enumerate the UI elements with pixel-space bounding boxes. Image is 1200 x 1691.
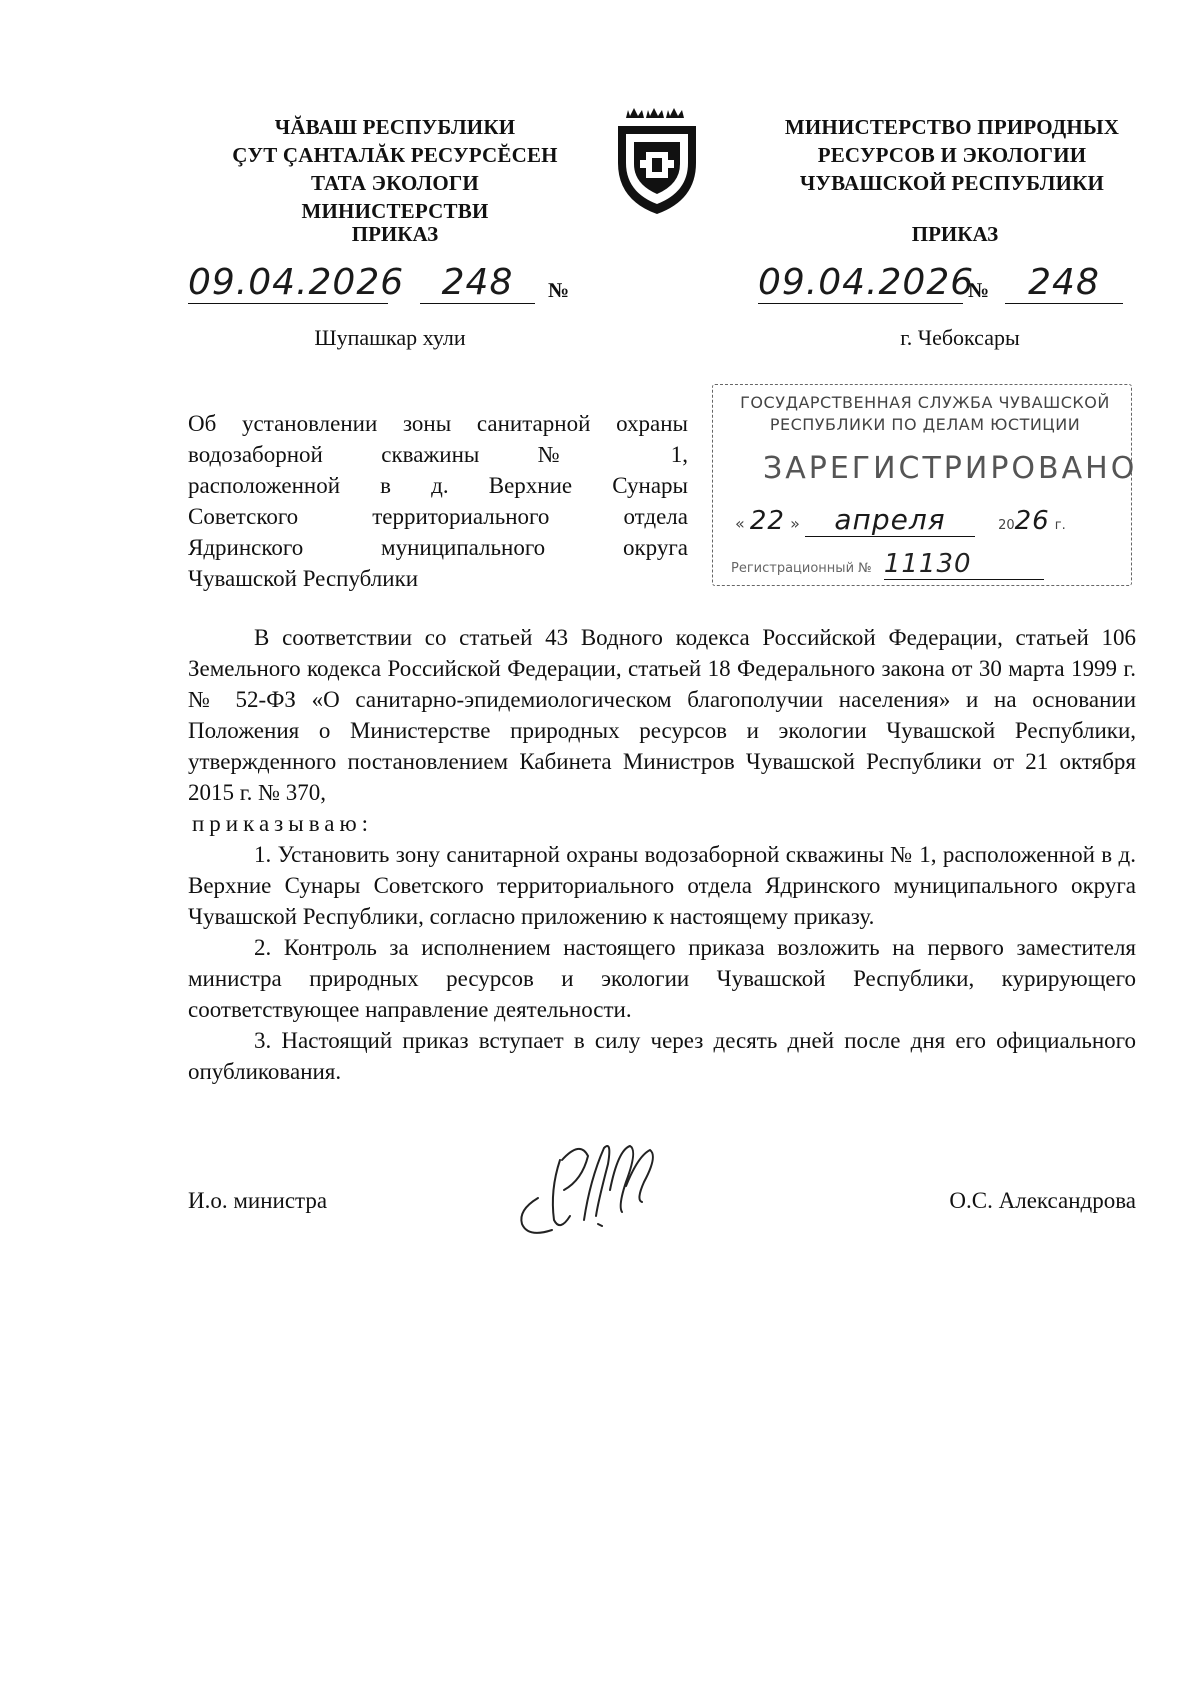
left-date-handwritten: 09.04.2026 [188,262,405,303]
subject-line-3: расположенной в д. Верхние Сунары [188,473,688,498]
header-right-line-3: ЧУВАШСКОЙ РЕСПУБЛИКИ [799,171,1105,195]
doc-type-right: ПРИКАЗ [911,222,999,246]
left-number-handwritten: 248 [420,262,535,304]
stamp-reg-row [731,549,1044,580]
stamp-agency-line-2: РЕСПУБЛИКИ ПО ДЕЛАМ ЮСТИЦИИ [769,415,1081,434]
header-left-ministry-chuvash [215,113,575,225]
subject-line-4: Советского территориального отдела [188,504,688,529]
body-preamble: В соответствии со статьей 43 Водного кодекса Российской Федерации, статьей 106 Земельного кодекса Российской Федерации, статьей 18 Федерального закона от 30 марта 1999 г. № 52-ФЗ «О санитарно-эпидемиологическом благополучии населения» и на основании Положения о Министерстве природных ресурсов и экологии Чувашской Республики, утвержденного постановлением Кабинета Министров Чувашской Республики от 21 октября 2015 г. № 370, [188,625,1136,805]
stamp-reg-number-handwritten: 11130 [884,549,1044,580]
stamp-month-handwritten: апреля [805,503,975,537]
header-left-line-3: ТАТА ЭКОЛОГИ МИНИСТЕРСТВИ [301,171,489,223]
chuvash-coat-of-arms-icon [612,108,702,218]
stamp-year-unit: г. [1054,518,1066,533]
city-left: Шупашкар хули [314,325,466,350]
subject-line-2: водозаборной скважины № 1, [188,442,688,467]
stamp-open-quote: « [735,514,745,533]
right-number-sign: № [968,278,990,302]
header-right-line-1: МИНИСТЕРСТВО ПРИРОДНЫХ [784,115,1120,139]
stamp-year-handwritten: 26 [1014,506,1050,536]
subject-line-6: Чувашской Республики [188,566,419,591]
body-item-1: 1. Установить зону санитарной охраны водозаборной скважины № 1, расположенной в д. Верхние Сунары Советского территориального отдела Ядринского муниципального округа Чувашской Республики, согласно приложению к настоящему приказу. [188,842,1136,929]
stamp-day-handwritten: 22 [749,506,785,536]
right-number-handwritten: 248 [1005,262,1123,304]
body-item-2: 2. Контроль за исполнением настоящего приказа возложить на первого заместителя министра природных ресурсов и экологии Чувашской Республики, курирующего соответствующее направление деятельности. [188,935,1136,1022]
order-body [188,622,1136,1087]
stamp-close-quote: » [790,514,800,533]
subject-line-5: Ядринского муниципального округа [188,535,688,560]
right-date-handwritten: 09.04.2026 [758,262,975,303]
stamp-reg-label: Регистрационный № [731,561,872,576]
signer-name: О.С. Александрова [949,1188,1136,1213]
body-order-word: приказываю: [192,811,374,836]
doc-type-left: ПРИКАЗ [351,222,439,246]
stamp-year-prefix: 20 [998,518,1015,533]
stamp-agency-line-1: ГОСУДАРСТВЕННАЯ СЛУЖБА ЧУВАШСКОЙ [740,393,1110,412]
left-number-sign: № [548,278,570,302]
stamp-date-row [735,503,1066,537]
order-subject [188,408,688,594]
city-right: г. Чебоксары [900,325,1020,350]
signer-title: И.о. министра [188,1188,328,1213]
stamp-status: ЗАРЕГИСТРИРОВАНО [763,451,1138,486]
handwritten-signature-icon [500,1120,690,1240]
registration-stamp [712,384,1138,586]
header-left-line-1: ЧĂВАШ РЕСПУБЛИКИ [274,115,516,139]
body-item-3: 3. Настоящий приказ вступает в силу через десять дней после дня его официального опубликования. [188,1028,1136,1084]
header-right-ministry-russian [752,113,1152,197]
header-right-line-2: РЕСУРСОВ И ЭКОЛОГИИ [817,143,1087,167]
subject-line-1: Об установлении зоны санитарной охраны [188,411,688,436]
header-left-line-2: ÇУТ ÇАНТАЛĂК РЕСУРСĔСЕН [232,143,558,167]
